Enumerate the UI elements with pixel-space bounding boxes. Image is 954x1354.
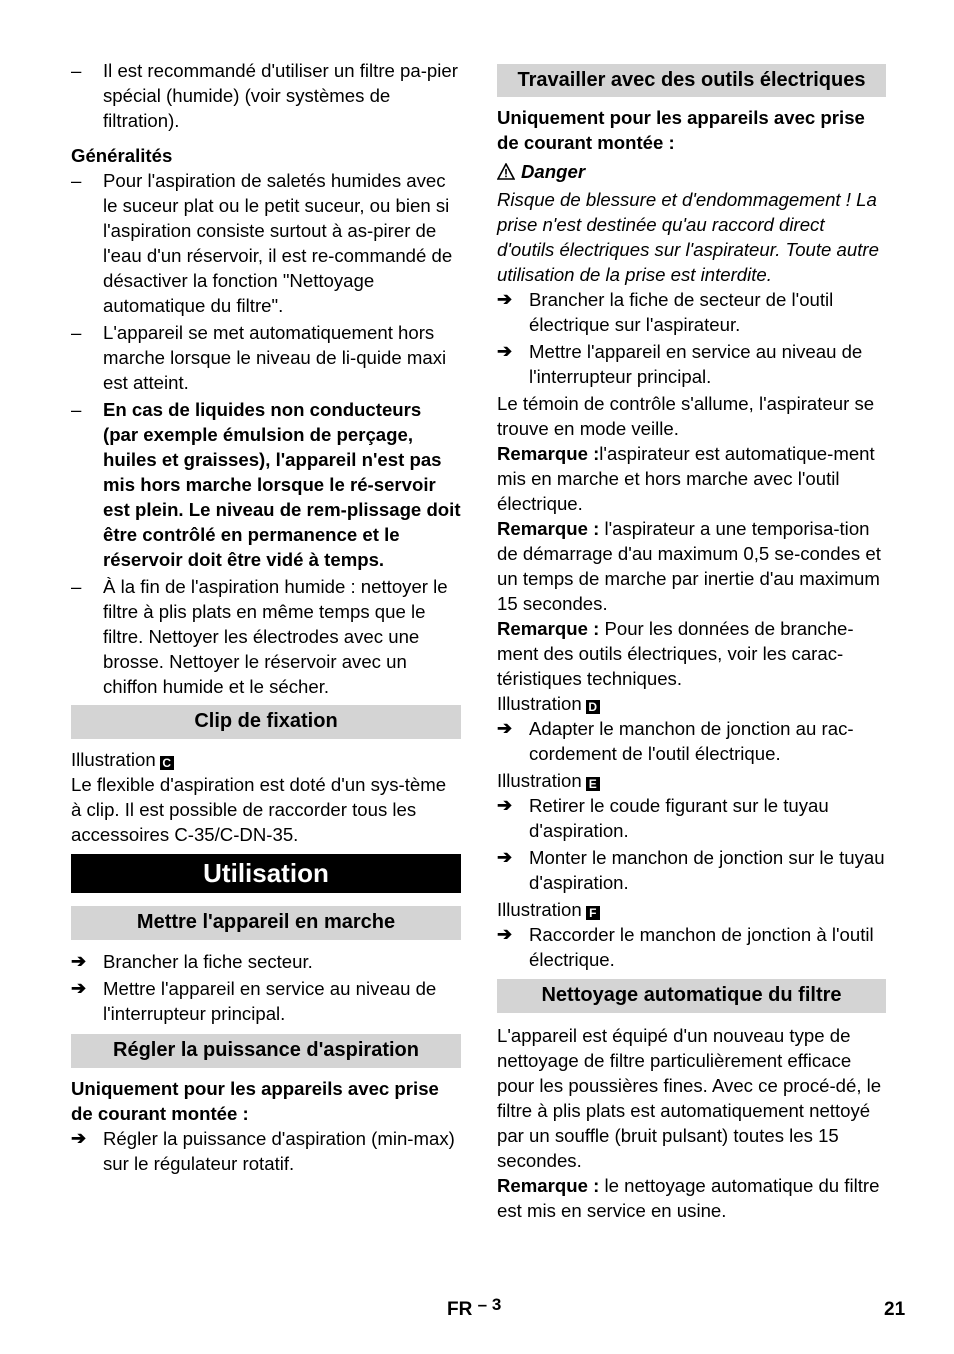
- right-column: [497, 64, 886, 1223]
- section-heading-outils: Travailler avec des outils électriques: [497, 64, 886, 97]
- remarque-label: Remarque :: [497, 518, 600, 539]
- section-heading-clip: Clip de fixation: [71, 705, 461, 739]
- outils-note: Uniquement pour les appareils avec prise de courant montée :: [497, 107, 865, 153]
- illustration-letter-icon: E: [586, 777, 600, 791]
- list-item: – L'appareil se met automatiquement hors marche lorsque le niveau de li-quide maxi est atteint.: [71, 322, 447, 393]
- illustration-ref: Illustration D: [497, 691, 886, 716]
- illustration-letter-icon: D: [586, 700, 600, 714]
- arrow-right-icon: ➔: [497, 289, 513, 309]
- remarque-label: Remarque :: [497, 1175, 600, 1196]
- arrow-right-icon: ➔: [497, 847, 513, 867]
- temoin-text: Le témoin de contrôle s'allume, l'aspirateur se trouve en mode veille.: [497, 393, 875, 439]
- step-item: [497, 287, 886, 337]
- nettoyage-text: L'appareil est équipé d'un nouveau type de nettoyage de filtre particulièrement efficace pour les poussières fines. Avec ce procé-dé, le filtre à plis plats est automatiquement nettoyé par un souffle (bruit pulsant) toutes les 15 secondes.: [497, 1025, 882, 1171]
- dash-marker: –: [71, 60, 82, 81]
- list-item-text: En cas de liquides non conducteurs (par exemple émulsion de perçage, huiles et graisses), l'appareil n'est pas mis hors marche lorsque le ré-servoir est plein. Le niveau de rem-plissage doit être contrôlé en permanence et le réservoir doit être vidé à temps.: [103, 399, 461, 570]
- remarque-2: [497, 516, 886, 616]
- step-item: [71, 976, 461, 1026]
- illustration-letter-icon: C: [160, 756, 174, 770]
- footer-lang: FR: [447, 1299, 473, 1320]
- danger-label: Danger: [521, 161, 586, 182]
- step-text: Mettre l'appareil en service au niveau de l'interrupteur principal.: [529, 341, 863, 387]
- step-text: Brancher la fiche de secteur de l'outil électrique sur l'aspirateur.: [529, 289, 834, 335]
- arrow-right-icon: ➔: [497, 924, 513, 944]
- arrow-right-icon: ➔: [71, 1128, 87, 1148]
- chapter-heading-utilisation: Utilisation: [71, 854, 461, 893]
- step-text: Mettre l'appareil en service au niveau de l'interrupteur principal.: [103, 978, 437, 1024]
- list-item: – Pour l'aspiration de saletés humides avec le suceur plat ou le petit suceur, ou bien si l'aspiration consiste surtout à as-pirer de l'eau d'un réservoir, il est re-commandé de désactiver la fonction "Nettoyage automatique du filtre".: [71, 170, 453, 316]
- clip-text: Le flexible d'aspiration est doté d'un sys-tème à clip. Il est possible de raccorder tous les accessoires C-35/C-DN-35.: [71, 774, 447, 845]
- arrow-right-icon: ➔: [497, 341, 513, 361]
- illustration-ref: Illustration F: [497, 897, 886, 922]
- page-number: 21: [884, 1299, 906, 1320]
- section-heading-marche: Mettre l'appareil en marche: [71, 906, 461, 940]
- remarque-3: [497, 616, 886, 691]
- step-text: Raccorder le manchon de jonction à l'outil électrique.: [529, 924, 874, 970]
- arrow-right-icon: ➔: [497, 718, 513, 738]
- step-text: Brancher la fiche secteur.: [103, 951, 313, 972]
- step-text: Monter le manchon de jonction sur le tuyau d'aspiration.: [529, 847, 885, 893]
- step-item: [497, 716, 886, 766]
- puissance-note: Uniquement pour les appareils avec prise de courant montée :: [71, 1078, 439, 1124]
- list-item-bold: – En cas de liquides non conducteurs (par exemple émulsion de perçage, huiles et graisses), l'appareil n'est pas mis hors marche lorsque le ré-servoir est plein. Le niveau de rem-plissage doit être contrôlé en permanence et le réservoir doit être vidé à temps.: [71, 399, 461, 570]
- danger-line: [497, 159, 886, 184]
- remarque-text: Pour les données de branche-ment des outils électriques, voir les carac-téristiques techniques.: [497, 618, 854, 689]
- footer-section: – 3: [477, 1295, 502, 1314]
- generalites-heading: Généralités: [71, 145, 173, 166]
- warning-triangle-icon: [497, 163, 515, 180]
- step-item: [497, 922, 886, 972]
- arrow-right-icon: ➔: [497, 795, 513, 815]
- list-item-text: À la fin de l'aspiration humide : nettoyer le filtre à plis plats en même temps que le filtre. Nettoyer les électrodes avec une brosse. Nettoyer le réservoir avec un chiffon humide et le sécher.: [103, 576, 448, 697]
- remarque-text: le nettoyage automatique du filtre est mis en service en usine.: [497, 1175, 880, 1221]
- step-item: [497, 339, 886, 389]
- remarque-label: Remarque :: [497, 618, 600, 639]
- remarque-text: l'aspirateur est automatique-ment mis en marche et hors marche avec l'outil électrique.: [497, 443, 875, 514]
- section-heading-nettoyage: Nettoyage automatique du filtre: [497, 979, 886, 1013]
- step-item: [71, 1126, 461, 1176]
- step-text: Adapter le manchon de jonction au rac-cordement de l'outil électrique.: [529, 718, 854, 764]
- illustration-letter-icon: F: [586, 906, 600, 920]
- step-item: [71, 949, 461, 974]
- arrow-right-icon: ➔: [71, 951, 87, 971]
- footer-section-label: [447, 1297, 501, 1322]
- illustration-ref: Illustration C: [71, 747, 461, 772]
- step-text: Régler la puissance d'aspiration (min-max) sur le régulateur rotatif.: [103, 1128, 455, 1174]
- step-item: [497, 793, 886, 843]
- list-item: [71, 58, 461, 133]
- remarque-text: l'aspirateur a une temporisa-tion de démarrage d'au maximum 0,5 se-condes et un temps de marche par inertie d'au maximum 15 secondes.: [497, 518, 881, 614]
- section-heading-puissance: Régler la puissance d'aspiration: [71, 1034, 461, 1068]
- step-item: [497, 845, 886, 895]
- list-item-text: Pour l'aspiration de saletés humides avec le suceur plat ou le petit suceur, ou bien si l'aspiration consiste surtout à as-pirer de l'eau d'un réservoir, il est re-commandé de désactiver la fonction "Nettoyage automatique du filtre".: [103, 170, 453, 316]
- step-text: Retirer le coude figurant sur le tuyau d'aspiration.: [529, 795, 829, 841]
- nettoyage-remarque: [497, 1173, 886, 1223]
- danger-text: Risque de blessure et d'endommagement ! La prise n'est destinée qu'au raccord direct d'outils électriques sur l'aspirateur. Toute autre utilisation de la prise est interdite.: [497, 189, 879, 285]
- arrow-right-icon: ➔: [71, 978, 87, 998]
- illustration-ref: Illustration E: [497, 768, 886, 793]
- remarque-1: [497, 441, 886, 516]
- left-column: [71, 58, 461, 1178]
- list-item: – À la fin de l'aspiration humide : nettoyer le filtre à plis plats en même temps que le filtre. Nettoyer les électrodes avec une brosse. Nettoyer le réservoir avec un chiffon humide et le sécher.: [71, 576, 448, 697]
- remarque-label: Remarque :: [497, 443, 600, 464]
- intro-item-text: Il est recommandé d'utiliser un filtre pa-pier spécial (humide) (voir systèmes de filtration).: [103, 60, 458, 131]
- list-item-text: L'appareil se met automatiquement hors marche lorsque le niveau de li-quide maxi est atteint.: [103, 322, 447, 393]
